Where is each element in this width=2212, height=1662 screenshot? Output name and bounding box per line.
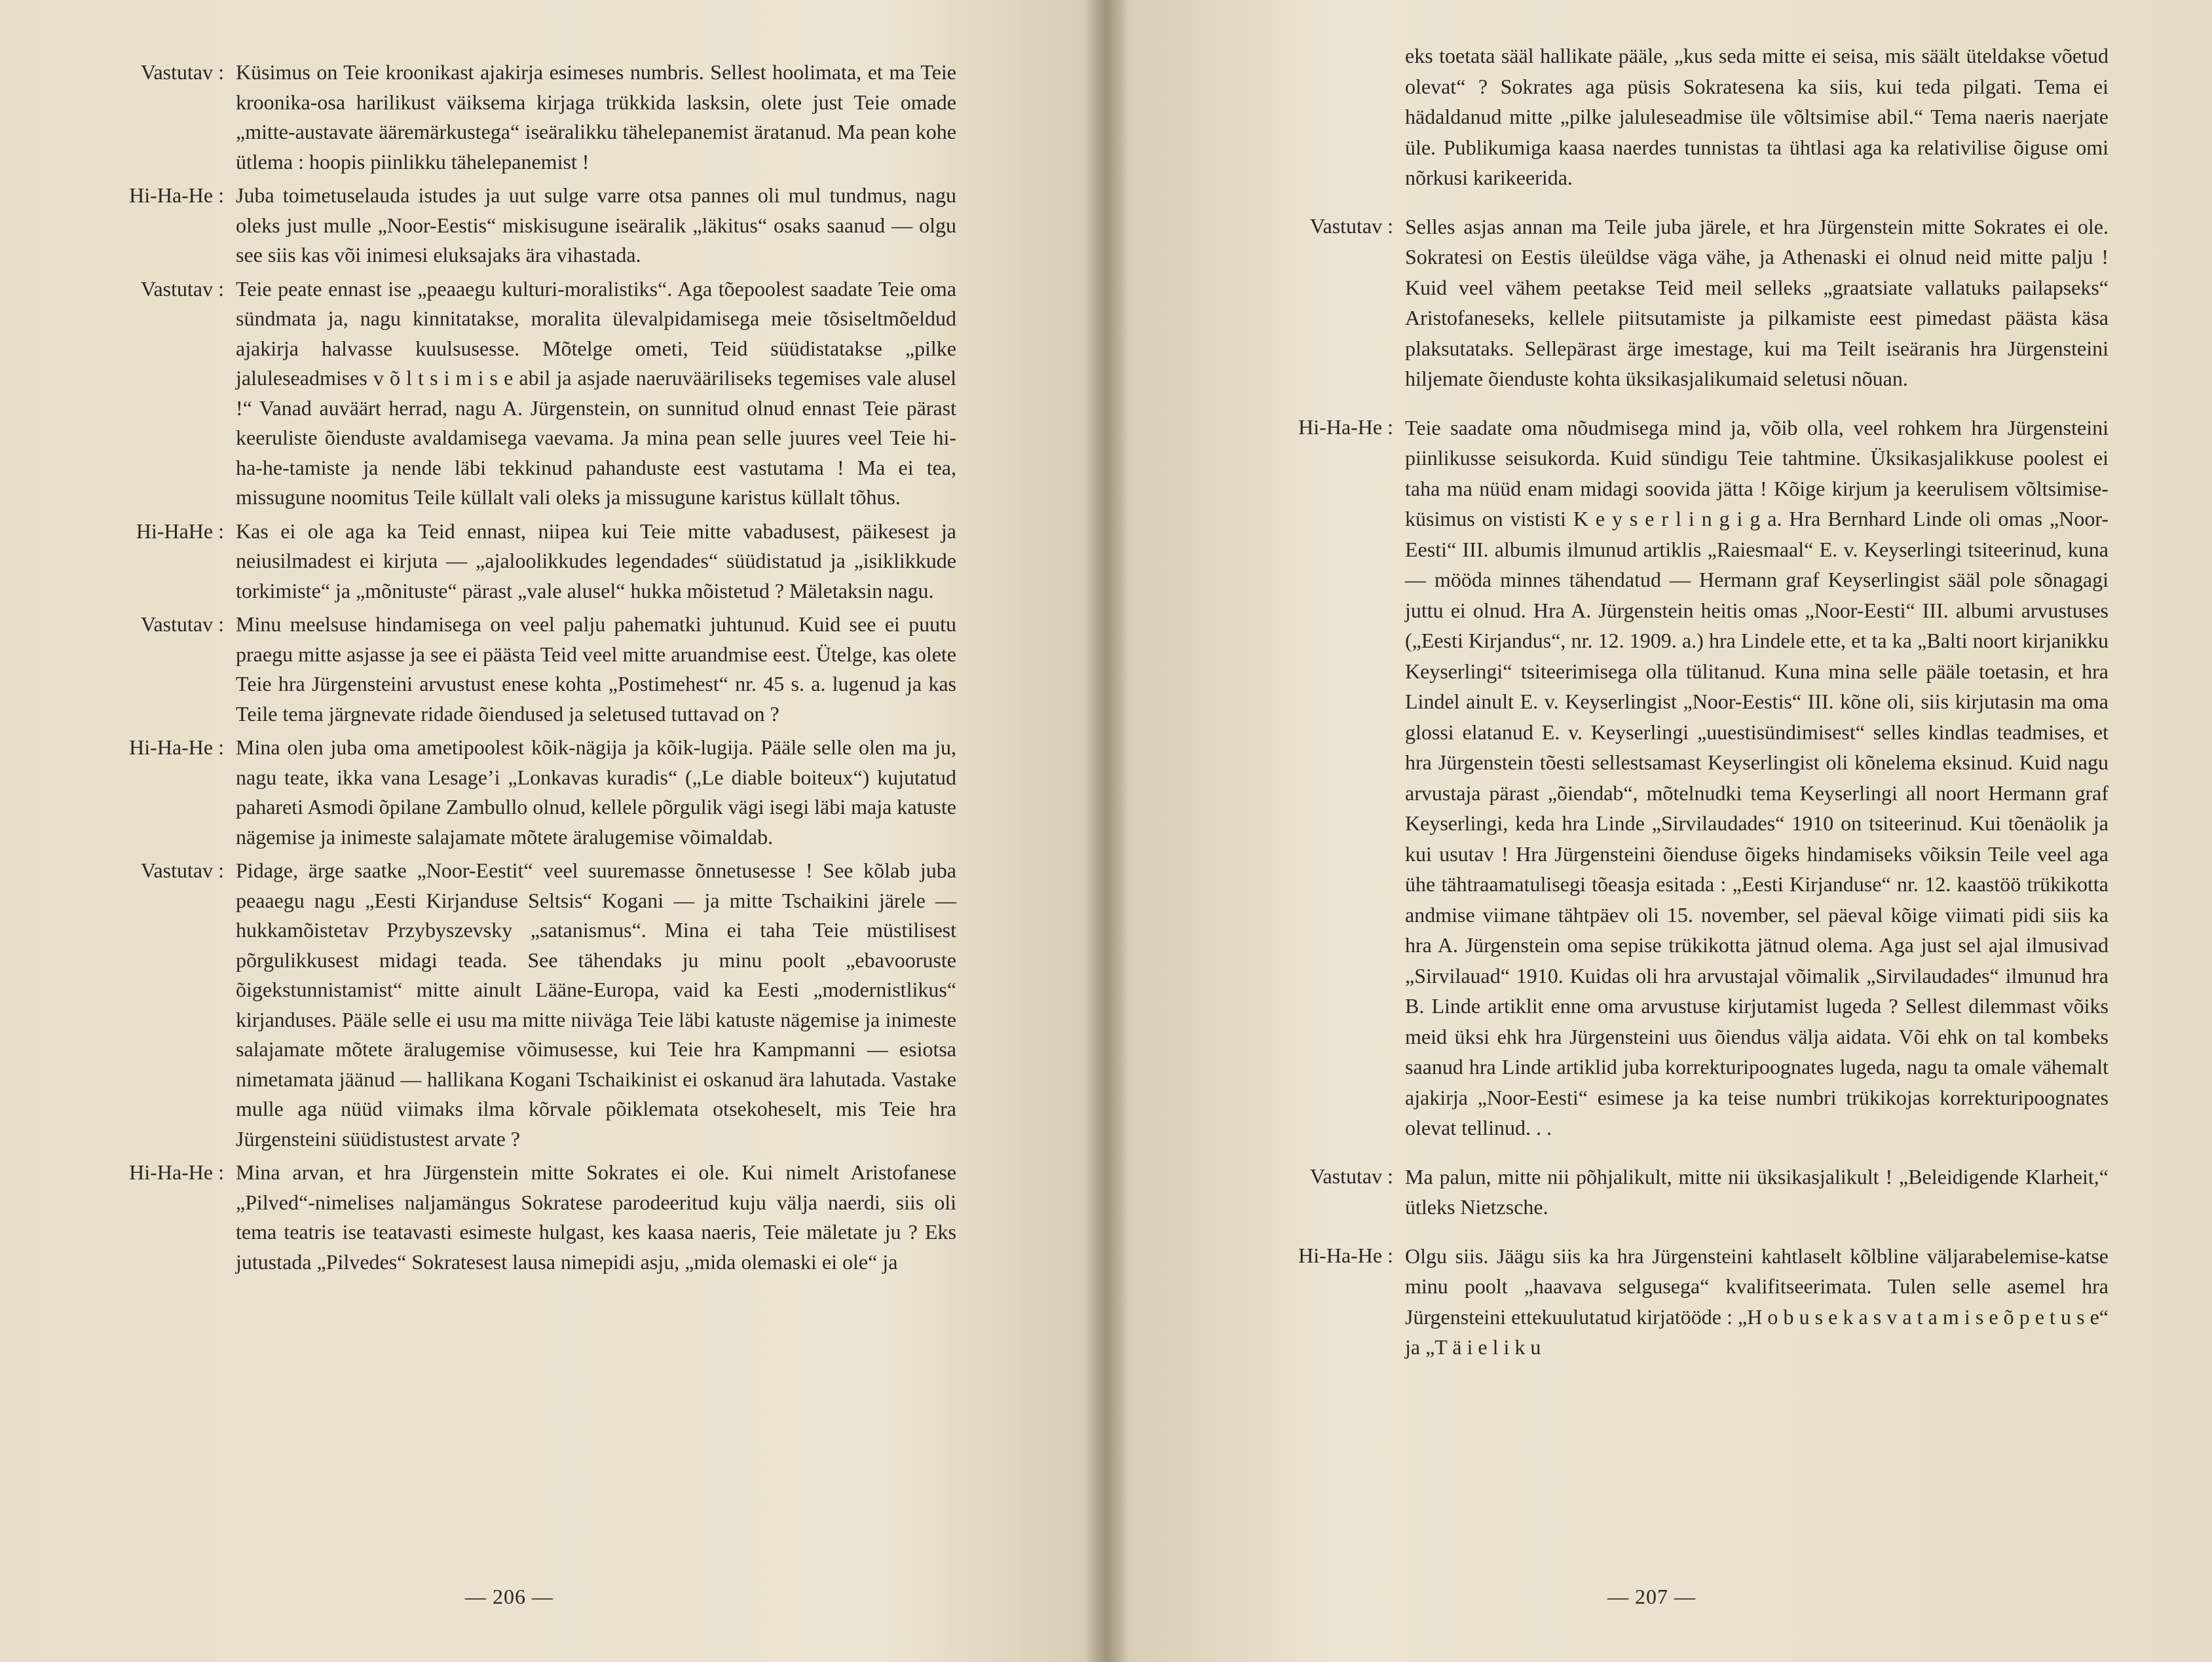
dialogue-text: Pidage, ärge saatke „Noor-Eestit“ veel suuremasse õnnetusesse ! See kõlab juba peaaegu nagu „Eesti Kirjanduse Seltsis“ Kogani — ja mitte Tschaikini järele — hukkamõistetav Przybyszevsky „satanismus“. Mina ei taha Teie müstilisest põrgulikkusest midagi teada. See tähendaks ju minu poolt „ebavooruste õigekstunnistamist“ mitte ainult Lääne-Europa, vaid ka Eesti „modernistlikus“ kirjanduses. Pääle selle ei usu ma mitte niiväga Teie läbi katuste nägemise ja inimeste salajamate mõtete äralugemise võimusesse, kui Teie hra Kampmanni — esiotsa nimetamata jäänud — hallikana Kogani Tschaikinist ei oskanud ära lahutada. Vastake mulle aga nüüd viimaks ilma kõrvale põiklemata otsekoheselt, mis Teie hra Jürgensteini süüdistustest arvate ? <box>236 859 956 1151</box>
dialogue-entry <box>66 610 956 729</box>
dialogue-text: Teie saadate oma nõudmisega mind ja, võib olla, veel rohkem hra Jürgensteini piinlikusse seisukorda. Kuid sündigu Teie tahtmine. Üksikasjalikkuse poolest ei taha ma nüüd enam midagi soovida jätta ! Kõige kirjum ja keerulisem võltsimise-küsimus on vististi K e y s e r l i n g i g a. Hra Bernhard Linde oli omas „Noor-Eesti“ III. albumis ilmunud artiklis „Raiesmaal“ E. v. Keyserlingi tsiteerinud, kuna — mööda minnes tähendatud — Hermann graf Keyserlingist sääl pole sõnagagi juttu ei olnud. Hra A. Jürgenstein heitis omas „Noor-Eesti“ III. albumi arvustuses („Eesti Kirjandus“, nr. 12. 1909. a.) hra Lindele ette, et ta ka „Balti noort kirjanikku Keyserlingi“ tsiteerimisega olla tülitanud. Kuna mina selle pääle toetasin, et hra Lindel ainult E. v. Keyserlingist „Noor-Eestis“ III. kõne oli, siis kirjutasin ma oma glossi elatanud E. v. Keyserlingi „uuestisündimisest“ selles kindlas teadmises, et hra Jürgenstein tõesti sellestsamast Keyserlingist oli kõnelema eksinud. Kuid nagu arvustaja pärast „õiendab“, mõtelnudki tema Keyserlingi all noort Hermann graf Keyserlingi, keda hra Linde „Sirvilaudades“ 1910 on tsiteerinud. Kui tõenäolik ja kui usutav ! Hra Jürgensteini õienduse õigeks hindamiseks võiksin Teile veel aga ühe tähtraamatulisegi tõeasja esitada : „Eesti Kirjanduse“ nr. 12. kaastöö trükikotta andmise viimane tähtpäev oli 15. november, sel päeval kõige viimati pidi siis ka hra A. Jürgenstein oma sepise trükikotta jätnud olema. Aga just sel ajal ilmusivad „Sirvilauad“ 1910. Kuidas oli hra arvustajal võimalik „Sirvilaudades“ ilmunud hra B. Linde artiklit enne oma arvustuse kirjutamist lugeda ? Sellest dilemmast võiks meid üksi ehk hra Jürgensteini uus õiendus välja aidata. Või ehk on tal kombeks saanud hra Linde artiklid juba korrekturipoognates lugeda, nagu ta omale vähemalt ajakirja „Noor-Eesti“ esimese ja ka teise numbri trükikojas korrekturipoognates olevat tellinud. . . <box>1405 415 2109 1139</box>
dialogue-entry <box>66 733 956 852</box>
speaker-label: Vastutav : <box>140 276 224 301</box>
speaker-label: Hi-Ha-He : <box>1298 415 1393 439</box>
dialogue-text: Mina arvan, et hra Jürgenstein mitte Sokrates ei ole. Kui nimelt Aristofanese „Pilved“-nimelises naljamängus Sokratese parodeeritud kuju välja naerdi, siis oli tema teatris ise teatavasti esimeste hulgast, kes kaasa naeris, Teie mäletate ju ? Eks jutustada „Pilvedes“ Sokratesest lausa nimepidi asju, „mida olemaski ei ole“ ja <box>236 1160 956 1274</box>
page-number: — 206 — <box>465 1585 553 1608</box>
dialogue-entry <box>66 274 956 513</box>
speaker-label: Hi-Ha-He : <box>129 735 224 759</box>
dialogue-text: Küsimus on Teie kroonikast ajakirja esimeses numbris. Sellest hoolimata, et ma Teie kroonika-osa harilikust väiksema kirjaga trükkida lasksin, olete just Teie omade „mitte-austavate ääremärkustega“ iseäralikku tähelepanemist äratanud. Ma pean kohe ütlema : hoopis piinlikku tähelepanemist ! <box>236 60 956 174</box>
dialogue-text: Minu meelsuse hindamisega on veel palju pahematki juhtunud. Kuid see ei puutu praegu mitte asjasse ja see ei päästa Teid veel mitte aruandmise eest. Ütelge, kas olete Teie hra Jürgensteini arvustust enese kohta „Postimehest“ nr. 45 s. a. lugenud ja kas Teile tema järgnevate ridade õiendused ja seletused tuttavad on ? <box>236 612 956 726</box>
speaker-label <box>1224 41 1405 193</box>
speaker-label: Hi-Ha-He : <box>1298 1243 1393 1267</box>
speaker-label: Vastutav : <box>1309 213 1393 238</box>
dialogue-column <box>66 58 956 1281</box>
speaker-label: Vastutav : <box>1309 1164 1393 1188</box>
dialogue-text: Kas ei ole aga ka Teid ennast, niipea kui Teie mitte vabadusest, päikesest ja neiusilmadest ei kirjuta — „ajaloolikkudes legendades“ süüdistatud ja „isiklikkude torkimiste“ ja „mõnituste“ pärast „vale alusel“ hukka mõistetud ? Mäletaksin nagu. <box>236 519 956 602</box>
left-page <box>0 0 1093 1662</box>
dialogue-text: eks toetata sääl hallikate pääle, „kus seda mitte ei seisa, mis säält üteldakse võetud olevat“ ? Sokrates aga püsis Sokratesena ka siis, kui teda pilgati. Tema ei hädaldanud mitte „pilke jaluleseadmise üle võltsimise abil.“ Tema naeris naerjate üle. Publikumiga kaasa naerdes tunnistas ta ühtlasi aga ka relativilise õiguse omi nõrkusi karikeerida. <box>1405 44 2109 189</box>
dialogue-entry <box>66 856 956 1154</box>
dialogue-entry <box>66 58 956 177</box>
right-page <box>1119 0 2212 1662</box>
speaker-label: Hi-HaHe : <box>136 519 224 543</box>
dialogue-entry <box>66 181 956 270</box>
dialogue-text: Juba toimetuselauda istudes ja uut sulge varre otsa pannes oli mul tundmus, nagu oleks just mulle „Noor-Eestis“ miskisugune iseäralik „läkitus“ osaks saanud — olgu see siis kas või inimesi eluksajaks ära vihastada. <box>236 183 956 267</box>
dialogue-entry <box>1224 41 2109 193</box>
speaker-label: Vastutav : <box>140 612 224 636</box>
dialogue-entry <box>66 1158 956 1277</box>
dialogue-text: Selles asjas annan ma Teile juba järele, et hra Jürgenstein mitte Sokrates ei ole. Sokratesi on Eestis üleüldse väga vähe, ja Athenaski ei olnud neid mitte palju ! Kuid veel vähem peetakse Teid meil selleks „graatsiate vallatuks pailapseks“ Aristofaneseks, kellele piitsutamiste ja pilkamiste eest pimedast päästa käsa plaksutataks. Sellepärast ärge imestage, kui ma Teilt iseäranis hra Jürgensteini hiljemate õienduste kohta üksikasjalikumaid seletusi nõuan. <box>1405 214 2109 390</box>
speaker-label: Vastutav : <box>140 60 224 84</box>
speaker-label: Hi-Ha-He : <box>129 183 224 207</box>
dialogue-entry <box>66 517 956 606</box>
dialogue-text: Teie peate ennast ise „peaaegu kulturi-moralistiks“. Aga tõepoolest saadate Teie oma sündmata ja, nagu kinnitatakse, moralita ülevalpidamisega meie tõsiseltmõeldud ajakirja halvasse kuulsusesse. Mõtelge ometi, Teid süüdistatakse „pilke jaluleseadmises v õ l t s i m i s e abil ja asjade naeruvääriliseks tegemises vale alusel !“ Vanad auväärt herrad, nagu A. Jürgenstein, on sunnitud olnud ennast Teie pärast keeruliste õienduste avaldamisega vaevama. Ja mina pean selle juures veel Teie hi-ha-he-tamiste ja nende läbi tekkinud pahanduste eest vastutama ! Ma ei tea, missugune noomitus Teile küllalt vali oleks ja missugune karistus küllalt tõhus. <box>236 276 956 509</box>
dialogue-text: Ma palun, mitte nii põhjalikult, mitte nii üksikasjalikult ! „Beleidigende Klarheit,“ ütleks Nietzsche. <box>1405 1164 2109 1219</box>
speaker-label: Vastutav : <box>140 859 224 882</box>
dialogue-text: Mina olen juba oma ametipoolest kõik-nägija ja kõik-lugija. Pääle selle olen ma ju, nagu teate, ikka vana Lesage’i „Lonkavas kuradis“ („Le diable boiteux“) kujutatud pahareti Asmodi õpilane Zambullo olnud, kellele põrgulik vägi isegi läbi maja katuste nägemise ja inimeste salajamate mõtete äralugemise võimaldab. <box>236 735 956 849</box>
page-number: — 207 — <box>1607 1585 1696 1608</box>
dialogue-entry <box>1224 413 2109 1143</box>
speaker-label: Hi-Ha-He : <box>129 1160 224 1184</box>
dialogue-text: Olgu siis. Jäägu siis ka hra Jürgensteini kahtlaselt kõlbline väljarabelemise-katse minu poolt „haavava selgusega“ kvalifitseerimata. Tulen selle asemel hra Jürgensteini ettekuulutatud kirjatööde : „H o b u s e k a s v a t a m i s e õ p e t u s e“ ja „T ä i e l i k u <box>1405 1244 2109 1359</box>
dialogue-entry <box>1224 212 2109 394</box>
dialogue-entry <box>1224 1162 2109 1223</box>
dialogue-column <box>1224 41 2109 1367</box>
dialogue-entry <box>1224 1241 2109 1363</box>
